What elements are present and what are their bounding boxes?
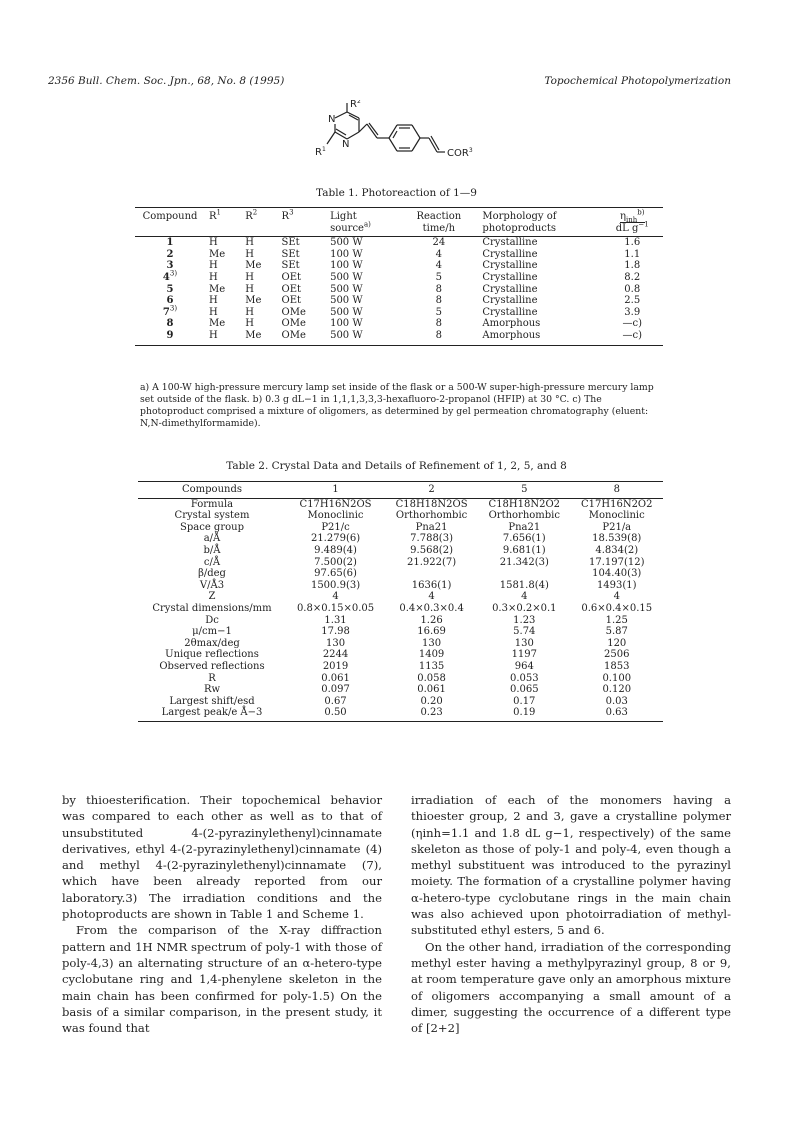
table2-row-label: Unique reflections (165, 649, 259, 661)
table2-cell: Monoclinic (588, 510, 645, 522)
table2-cell (385, 568, 478, 580)
table2-row (138, 591, 663, 603)
table2-row (138, 696, 663, 708)
table2-cell: 9.681(1) (502, 544, 546, 556)
table1-cell-light: 100 W (330, 318, 363, 330)
table2-cell: P21/a (602, 521, 632, 533)
table2-cell: Orthorhombic (395, 510, 468, 522)
body-paragraph: On the other hand, irradiation of the corresponding methyl ester having a methylpyrazinyl group, 8 or 9, at room temperature gave only an amorphous mixture of oligomers accompanying a small amount of a dimer, suggesting the occurrence of a different type of [2+2] (411, 939, 731, 1036)
table1-cell-r2: H (245, 271, 254, 283)
table2-row (138, 684, 663, 696)
table1-cell-morph: Crystalline (482, 295, 538, 307)
table1-cell-r2: H (245, 248, 254, 260)
table2-cell: 7.788(3) (410, 533, 453, 545)
table2-cell: 4.834(2) (595, 544, 639, 556)
table1-cell-r1: H (209, 260, 218, 272)
table2-cell: 0.63 (571, 707, 663, 721)
table2-cell: 18.539(8) (592, 533, 642, 545)
table2-cell: 0.4×0.3×0.4 (399, 602, 464, 614)
col-eta: $\eta_{inh}^{b)}$ (602, 208, 663, 223)
table1-cell-time: 4 (435, 260, 443, 272)
table2-cell: 4 (332, 591, 339, 603)
table1-row (135, 237, 663, 249)
table2-cell: 1.23 (513, 614, 536, 626)
table1-cell-morph: Crystalline (482, 237, 538, 249)
table2-cell: 0.23 (385, 707, 478, 721)
table1-cell-r1: Me (209, 318, 226, 330)
table1-cell-eta: 1.6 (624, 237, 641, 249)
table1-caption: Table 1. Photoreaction of 1—9 (316, 187, 477, 199)
table2-cell: 130 (422, 637, 442, 649)
table1-cell-time: 8 (399, 330, 478, 345)
table2-cell: 21.279(6) (310, 533, 361, 545)
body-paragraph: by thioesterification. Their topochemical behavior was compared to each other as well as to that of unsubstituted 4-(2-pyrazinylethenyl)cinnamate derivatives, ethyl 4-(2-pyrazinylethenyl)cinnamate (4) and methyl 4-(2-pyrazinylethenyl)cinnamate (7), which have been already reported from our laboratory.3) The irradiation conditions and the photoproducts are shown in Table 1 and Scheme 1. (62, 793, 382, 922)
table1-row (135, 330, 663, 345)
table1-cell-r1: H (209, 237, 218, 249)
table2-cell: 0.50 (286, 707, 385, 721)
table2-cell: 0.17 (513, 695, 536, 707)
table1-cell-r2: Me (245, 260, 262, 272)
table2-cell: C17H16N2OS (299, 498, 372, 510)
table2-cell: 0.061 (417, 684, 446, 696)
table2-row (138, 661, 663, 673)
n-top-label: N (328, 114, 336, 125)
table1-cell-r2: Me (245, 295, 262, 307)
table2-cell: 7.656(1) (502, 533, 546, 545)
col-morph: Morphology of (478, 208, 601, 223)
table1-row (135, 307, 663, 319)
table1-cell-time: 8 (435, 295, 443, 307)
table2-cell: 1.25 (605, 614, 628, 626)
table2-cell: Monoclinic (307, 510, 364, 522)
table2-row-label: Crystal system (174, 510, 250, 522)
table2-cell: 0.3×0.2×0.1 (492, 602, 557, 614)
table2-cell: C17H16N2O2 (581, 498, 653, 510)
table2-cell: 0.120 (602, 684, 632, 696)
table2-row (138, 522, 663, 534)
table2-cell: 4 (613, 591, 620, 603)
table1-cell-eta: 0.8 (624, 283, 641, 295)
table1-cell-light: 500 W (330, 283, 363, 295)
table2-row (138, 533, 663, 545)
table1-cell-light: 500 W (330, 237, 363, 249)
table1-cell-r1: H (209, 306, 218, 318)
table1-cell-r3: SEt (281, 248, 300, 260)
col-r1: $R^1$ (205, 208, 241, 223)
table1-cell-light: 100 W (330, 260, 363, 272)
table2-row-label: μ/cm−1 (192, 626, 232, 638)
table2-cell: 0.6×0.4×0.15 (581, 602, 653, 614)
table2-row (138, 707, 663, 721)
table2-cell: 1.31 (324, 614, 347, 626)
table2-cell: 97.65(6) (314, 568, 357, 580)
table2-cell: 120 (607, 637, 627, 649)
table1-cell-time: 5 (435, 306, 443, 318)
table2-cell: 2506 (604, 649, 630, 661)
table2-cell: 0.097 (321, 684, 350, 696)
table1-cell-time: 8 (435, 283, 443, 295)
table2-cell: 2244 (322, 649, 349, 661)
chemical-structure-diagram (305, 100, 505, 180)
table2-cell: Pna21 (415, 521, 448, 533)
table2-cell: 17.197(12) (588, 556, 645, 568)
table2-row (138, 568, 663, 580)
table1-row (135, 249, 663, 261)
col-r2: $R^2$ (241, 208, 277, 223)
col-reaction: Reaction (399, 208, 478, 223)
table1-row (135, 318, 663, 330)
table1 (135, 207, 663, 346)
table1-cell-r1: Me (209, 283, 226, 295)
table2-row-label: Rw (203, 684, 221, 696)
col-r3: $R^3$ (278, 208, 327, 223)
r2-label: $R^2$ (350, 100, 361, 110)
table1-cell-r3: OMe (278, 330, 327, 345)
table1-row (135, 272, 663, 284)
table1-cell-r2: H (245, 306, 254, 318)
table2-cell: 5.74 (513, 626, 536, 638)
table2-cell: 1.26 (420, 614, 443, 626)
body-paragraph: irradiation of each of the monomers having a thioester group, 2 and 3, gave a crystalline polymer (ηinh=1.1 and 1.8 dL g−1, respectively) of the same skeleton as those of poly-1 and poly-4, even though a methyl substituent was introduced to the pyrazinyl moiety. The formation of a crystalline polymer having α-hetero-type cyclobutane rings in the main chain was also achieved upon photoirradiation of methyl-substituted ethyl esters, 5 and 6. (411, 793, 731, 938)
table2-cell: 1500.9(3) (310, 579, 361, 591)
table2-cell: 1636(1) (411, 579, 452, 591)
table1-cell-time: 24 (432, 237, 446, 249)
table1-cell-c: 6 (166, 295, 174, 307)
table1-cell-r3: OEt (281, 283, 302, 295)
table2-row (138, 638, 663, 650)
table2-cell: 0.061 (321, 672, 350, 684)
table2-row-label: b/Å (203, 544, 221, 556)
table2-row-label: Largest peak/e Å−3 (138, 707, 286, 721)
table1-cell-eta: 1.8 (624, 260, 641, 272)
table2-row-label: Z (208, 591, 216, 603)
table1-cell-c: 4$^{3)}$ (162, 269, 178, 283)
table2-cell: 0.058 (417, 672, 446, 684)
body-column-left (62, 792, 382, 1036)
table2-row (138, 545, 663, 557)
table1-cell-r3: OEt (281, 295, 302, 307)
table1-row (135, 295, 663, 307)
table1-cell-c: 8 (166, 318, 174, 330)
table2-cell: 104.40(3) (592, 568, 642, 580)
table2-row (138, 510, 663, 522)
table2-row (138, 649, 663, 661)
table2-cell: 4 (428, 591, 435, 603)
table1-cell-morph: Amorphous (478, 330, 601, 345)
table2-cell: 0.065 (509, 684, 539, 696)
table2-row-label: β/deg (198, 568, 226, 580)
table2-cell: 2019 (322, 660, 349, 672)
table2-cell: 21.922(7) (407, 556, 457, 568)
table1-cell-c: 2 (166, 248, 174, 260)
table1-cell-morph: Crystalline (482, 306, 538, 318)
table2-row (138, 626, 663, 638)
table2-cell: 4 (521, 591, 528, 603)
table2-row-label: Dc (205, 614, 219, 626)
table2-cell: 1409 (418, 649, 445, 661)
table2-cell: 21.342(3) (499, 556, 549, 568)
t2-col-8: 8 (571, 482, 663, 499)
table2-row-label: R (208, 672, 216, 684)
table1-row (135, 260, 663, 272)
table1-cell-light: 500 W (326, 330, 399, 345)
table2-cell: Pna21 (508, 521, 541, 533)
table1-footnote: a) A 100-W high-pressure mercury lamp set inside of the flask or a 500-W super-high-pressure mercury lamp set outside of the flask. b) 0.3 g dL−1 in 1,1,1,3,3,3-hexafluoro-2-propanol (HFIP) at 30 °C. c) The photoproduct comprised a mixture of oligomers, as determined by gel permeation chromatography (eluent: N,N-dimethylformamide). (140, 382, 654, 429)
table1-row (135, 284, 663, 296)
table2-cell: 0.03 (605, 695, 628, 707)
table2-cell: 17.98 (321, 626, 350, 638)
table2-row-label: Largest shift/esd (169, 695, 255, 707)
table2-row-label: a/Å (203, 533, 221, 545)
t2-col-2: 2 (385, 482, 478, 499)
table1-cell-r2: H (245, 318, 254, 330)
table1-cell-eta: 2.5 (624, 295, 641, 307)
table1-cell-r1: Me (209, 248, 226, 260)
table2-row-label: Observed reflections (159, 660, 265, 672)
table2-row-label: V/Å3 (199, 579, 225, 591)
table1-cell-light: 500 W (330, 295, 363, 307)
table1-cell-r2: H (245, 283, 254, 295)
t2-col-1: 1 (286, 482, 385, 499)
table2-row (138, 603, 663, 615)
table2-cell: 130 (325, 637, 346, 649)
table2-cell: Orthorhombic (488, 510, 560, 522)
table2-caption: Table 2. Crystal Data and Details of Refinement of 1, 2, 5, and 8 (226, 460, 567, 472)
table1-cell-eta: 3.9 (624, 306, 641, 318)
table1-cell-r1: H (209, 271, 218, 283)
running-header-right: Topochemical Photopolymerization (544, 75, 731, 87)
table2-row-label: c/Å (203, 556, 221, 568)
r1-label: $R^1$ (315, 146, 326, 158)
table2-cell (478, 568, 570, 580)
table2-cell: 0.19 (478, 707, 570, 721)
table1-cell-r3: OMe (281, 318, 306, 330)
col-eta-2: dL $g^{-1}$ (602, 223, 663, 237)
table2-row-label: 2θmax/deg (184, 637, 240, 649)
table1-cell-r2: H (245, 237, 254, 249)
table2-cell: 0.8×0.15×0.05 (296, 602, 375, 614)
table2-cell: 7.500(2) (314, 556, 357, 568)
table1-cell-light: 500 W (330, 271, 363, 283)
running-header-left: 2356 Bull. Chem. Soc. Jpn., 68, No. 8 (1995) (48, 75, 285, 87)
table1-cell-time: 8 (435, 318, 443, 330)
table2-row (138, 615, 663, 627)
table2-cell: 9.489(4) (314, 544, 357, 556)
table1-cell-c: 7$^{3)}$ (162, 304, 178, 318)
table1-cell-r3: SEt (281, 260, 300, 272)
table2-cell: 1853 (604, 660, 630, 672)
table2-row (138, 498, 663, 510)
table1-cell-light: 100 W (330, 248, 363, 260)
table1-cell-r3: SEt (281, 237, 300, 249)
table1-cell-r3: OMe (281, 306, 306, 318)
table2-cell: 964 (514, 660, 534, 672)
col-light: Light (326, 208, 399, 223)
table2 (138, 481, 663, 722)
table1-cell-light: 500 W (330, 306, 363, 318)
table2-cell: 9.568(2) (410, 544, 453, 556)
table2-cell: 1197 (511, 649, 538, 661)
table1-cell-r3: OEt (281, 271, 302, 283)
n-bottom-label: N (342, 139, 350, 150)
table1-cell-r1: H (205, 330, 241, 345)
table2-cell: 5.87 (605, 626, 628, 638)
table2-row-label: Space group (180, 521, 244, 533)
t2-col-compounds: Compounds (138, 482, 286, 499)
t2-col-5: 5 (478, 482, 570, 499)
table1-cell-time: 4 (435, 248, 443, 260)
table1-cell-c: 3 (166, 260, 174, 272)
table1-cell-morph: Crystalline (482, 283, 538, 295)
table1-cell-r2: Me (241, 330, 277, 345)
table1-cell-c: 5 (166, 283, 174, 295)
cor3-label: COR$^3$ (447, 147, 473, 159)
table1-cell-eta: —c) (622, 318, 643, 330)
table2-cell: C18H18N2O2 (488, 498, 561, 510)
table2-row-label: Crystal dimensions/mm (152, 602, 272, 614)
table2-cell: 130 (514, 637, 534, 649)
table2-cell: 0.67 (324, 695, 347, 707)
table2-row (138, 580, 663, 592)
table1-cell-eta: 1.1 (624, 248, 641, 260)
table1-cell-eta: 8.2 (624, 271, 641, 283)
col-light-2: source$^{a)}$ (326, 223, 399, 237)
table2-cell: 1493(1) (596, 579, 637, 591)
table1-cell-c: 1 (166, 237, 174, 249)
table1-cell-morph: Crystalline (482, 260, 538, 272)
col-reaction-2: time/h (399, 223, 478, 237)
table2-cell: P21/c (321, 521, 350, 533)
table2-cell: 0.100 (602, 672, 632, 684)
table2-cell: 1581.8(4) (499, 579, 549, 591)
table2-cell: 0.053 (509, 672, 539, 684)
table1-cell-morph: Amorphous (482, 318, 541, 330)
table2-row-label: Formula (190, 498, 234, 510)
table1-cell-time: 5 (435, 271, 443, 283)
table1-cell-morph: Crystalline (482, 248, 538, 260)
table1-cell-r1: H (209, 295, 218, 307)
table2-row (138, 673, 663, 685)
table2-cell: C18H18N2OS (395, 498, 468, 510)
table1-cell-c: 9 (135, 330, 205, 345)
table1-cell-eta: —c) (602, 330, 663, 345)
table2-cell: 0.20 (420, 695, 443, 707)
table2-row (138, 557, 663, 569)
body-paragraph: From the comparison of the X-ray diffraction pattern and 1H NMR spectrum of poly-1 with those of poly-4,3) an alternating structure of an α-hetero-type cyclobutane ring and 1,4-phenylene skeleton in the main chain has been confirmed for poly-1.5) On the basis of a similar comparison, in the present study, it was found that (62, 923, 382, 1036)
col-morph-2: photoproducts (478, 223, 601, 237)
table1-cell-morph: Crystalline (482, 271, 538, 283)
body-column-right (411, 792, 731, 1036)
table2-cell: 1135 (418, 660, 445, 672)
table2-cell: 16.69 (417, 626, 446, 638)
col-compound: Compound (135, 208, 205, 223)
